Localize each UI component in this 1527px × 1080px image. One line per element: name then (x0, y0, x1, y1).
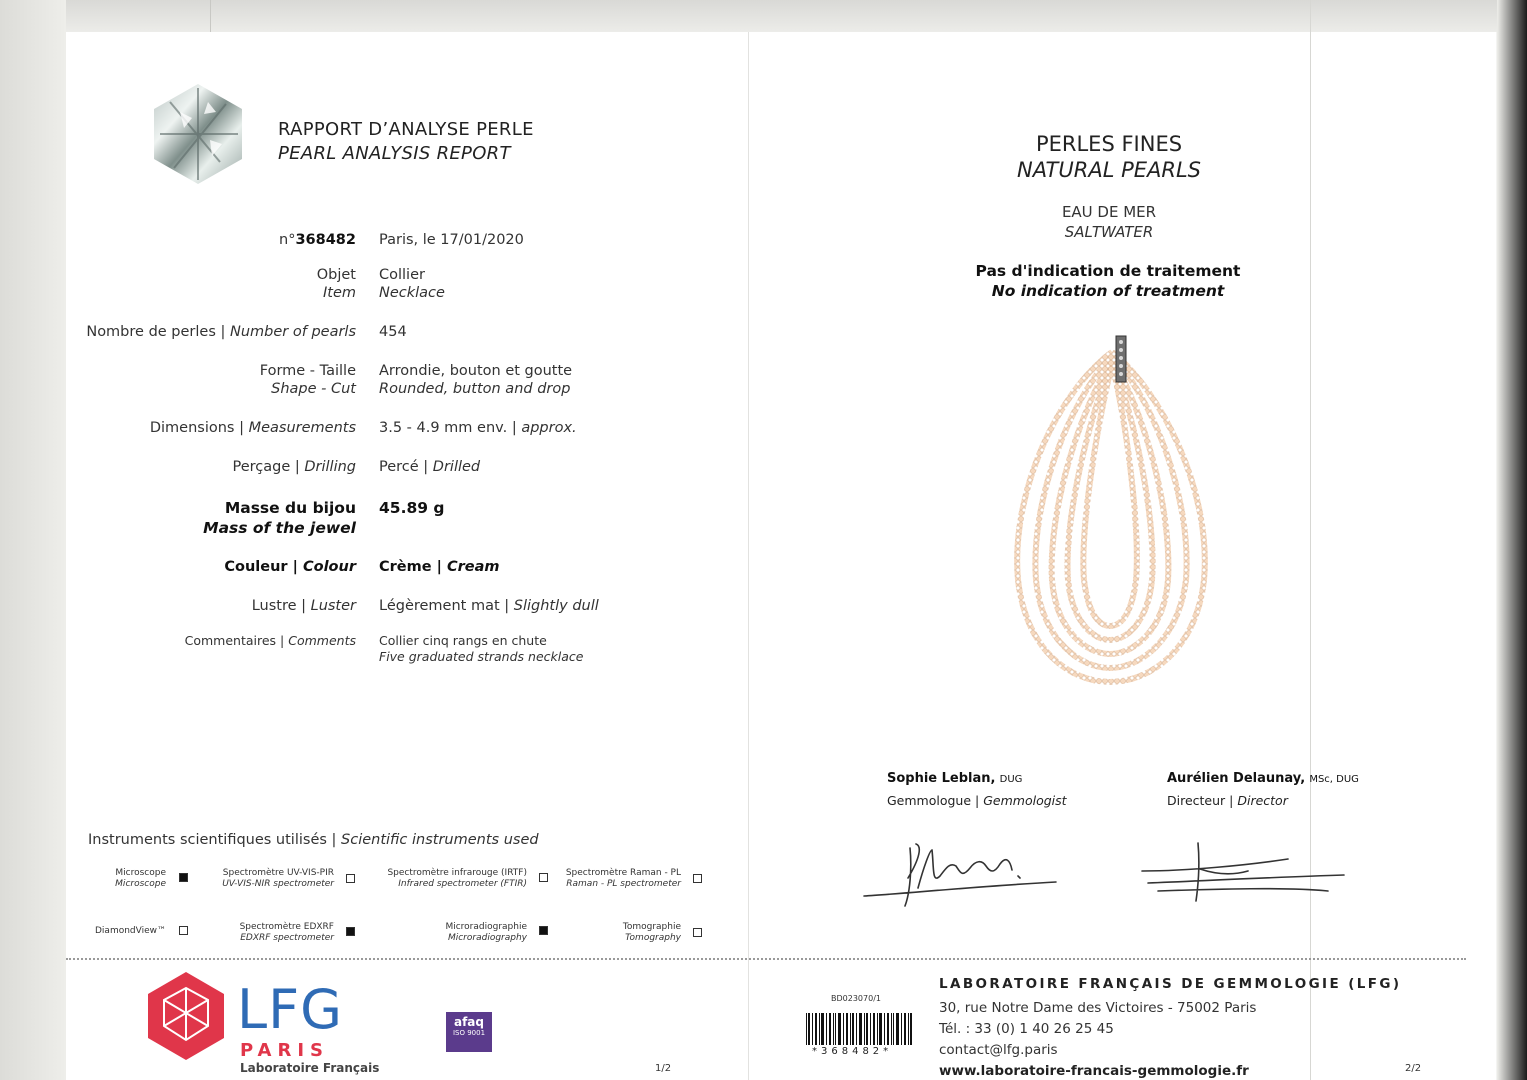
drilling-label: Perçage | Drilling (232, 459, 356, 475)
instrument-microscope: Microscope Microscope (115, 868, 166, 889)
scanner-frame-left (0, 0, 66, 1080)
signature-1 (860, 838, 1060, 910)
lab-phone: Tél. : 33 (0) 1 40 26 25 45 (939, 1021, 1114, 1037)
mass-label-fr: Masse du bijou (224, 499, 356, 517)
result-title-en: NATURAL PEARLS (1017, 158, 1201, 182)
frame-edge-right (1310, 0, 1311, 1080)
report-title-fr: RAPPORT D’ANALYSE PERLE (278, 119, 534, 140)
signature-2 (1138, 835, 1348, 905)
item-value-fr: Collier (379, 267, 425, 283)
signatory-2-name: Aurélien Delaunay, MSc, DUG (1167, 771, 1359, 786)
instrument-raman: Spectromètre Raman - PL Raman - PL spectrometer (565, 868, 681, 889)
signatory-1-name: Sophie Leblan, DUG (887, 771, 1023, 786)
item-value-en: Necklace (379, 285, 445, 301)
instrument-uv-vis: Spectromètre UV-VIS-PIR UV-VIS-NIR spectrometer (222, 868, 334, 889)
instrument-uv-vis-checkbox (346, 874, 355, 883)
instrument-diamondview-checkbox (179, 926, 188, 935)
colour-label: Couleur | Colour (224, 559, 356, 575)
page-number-left: 1/2 (655, 1063, 672, 1074)
item-label-fr: Objet (316, 267, 356, 283)
lab-website: www.laboratoire-francais-gemmologie.fr (939, 1063, 1249, 1079)
lab-name: LABORATOIRE FRANÇAIS DE GEMMOLOGIE (LFG) (939, 976, 1402, 992)
shape-label-fr: Forme - Taille (259, 363, 356, 379)
afaq-iso-badge (446, 1012, 492, 1052)
pearl-count-label: Nombre de perles | Number of pearls (86, 324, 356, 340)
lfg-hexagon-logo-icon (146, 970, 226, 1062)
barcode-ref: BD023070/1 (831, 994, 881, 1003)
scanner-frame-right (1497, 0, 1527, 1080)
shape-value-fr: Arrondie, bouton et goutte (379, 363, 573, 379)
signatory-1-role: Gemmologue | Gemmologist (887, 793, 1067, 808)
comments-label: Commentaires | Comments (184, 633, 356, 648)
lfg-wordmark: LFG (237, 978, 343, 1041)
instruments-title: Instruments scientifiques utilisés | Scientific instruments used (88, 832, 539, 848)
instrument-ftir: Spectromètre infrarouge (IRTF) Infrared spectrometer (FTIR) (387, 868, 527, 889)
shape-value-en: Rounded, button and drop (379, 381, 571, 397)
instrument-microscope-checkbox (179, 873, 188, 882)
water-type-en: SALTWATER (1064, 223, 1154, 241)
dimensions-value: 3.5 - 4.9 mm env. | approx. (379, 420, 577, 436)
barcode (806, 1013, 912, 1045)
dimensions-label: Dimensions | Measurements (149, 420, 356, 436)
shape-label-en: Shape - Cut (271, 381, 356, 397)
water-type-fr: EAU DE MER (1061, 203, 1157, 221)
fold-line (748, 32, 749, 1080)
lab-address: 30, rue Notre Dame des Victoires - 75002 Paris (939, 1000, 1257, 1016)
frame-edge (210, 0, 211, 32)
colour-value: Crème | Cream (379, 559, 500, 575)
afaq-iso-text: ISO 9001 (452, 1029, 486, 1037)
result-title-fr: PERLES FINES (1035, 132, 1183, 156)
instrument-edxrf: Spectromètre EDXRF EDXRF spectrometer (239, 922, 334, 943)
report-title-en: PEARL ANALYSIS REPORT (278, 143, 511, 164)
footer-divider (66, 958, 1466, 960)
place-date: Paris, le 17/01/2020 (379, 232, 524, 248)
luster-label: Lustre | Luster (251, 598, 356, 614)
pearl-count-value: 454 (379, 324, 407, 340)
instrument-diamondview: DiamondView™ (95, 926, 166, 936)
item-label-en: Item (322, 285, 356, 301)
comments-value-en: Five graduated strands necklace (379, 649, 584, 664)
page-number-right: 2/2 (1405, 1063, 1422, 1074)
treatment-en: No indication of treatment (991, 282, 1225, 300)
signatory-2-role: Directeur | Director (1167, 793, 1288, 808)
lfg-subtitle: Laboratoire Français (240, 1061, 380, 1075)
necklace-photo (1000, 330, 1220, 710)
luster-value: Légèrement mat | Slightly dull (379, 598, 599, 614)
instrument-microradiography: Microradiographie Microradiography (445, 922, 527, 943)
instrument-tomography-checkbox (693, 928, 702, 937)
mass-value: 45.89 g (379, 499, 445, 517)
mass-label-en: Mass of the jewel (203, 519, 356, 537)
lfg-paris: PARIS (240, 1040, 329, 1061)
report-number: n°368482 (279, 232, 356, 248)
comments-value-fr: Collier cinq rangs en chute (379, 633, 547, 648)
instrument-raman-checkbox (693, 874, 702, 883)
hologram-hexagon-icon (150, 82, 246, 186)
instrument-edxrf-checkbox (346, 927, 355, 936)
afaq-text: afaq (453, 1015, 484, 1029)
treatment-fr: Pas d'indication de traitement (975, 262, 1241, 280)
drilling-value: Percé | Drilled (379, 459, 481, 475)
lab-email: contact@lfg.paris (939, 1042, 1058, 1058)
scanner-frame-top (0, 0, 1527, 32)
instrument-tomography: Tomographie Tomography (622, 922, 681, 943)
barcode-text: *368482* (812, 1046, 893, 1057)
instrument-microradiography-checkbox (539, 926, 548, 935)
instrument-ftir-checkbox (539, 873, 548, 882)
